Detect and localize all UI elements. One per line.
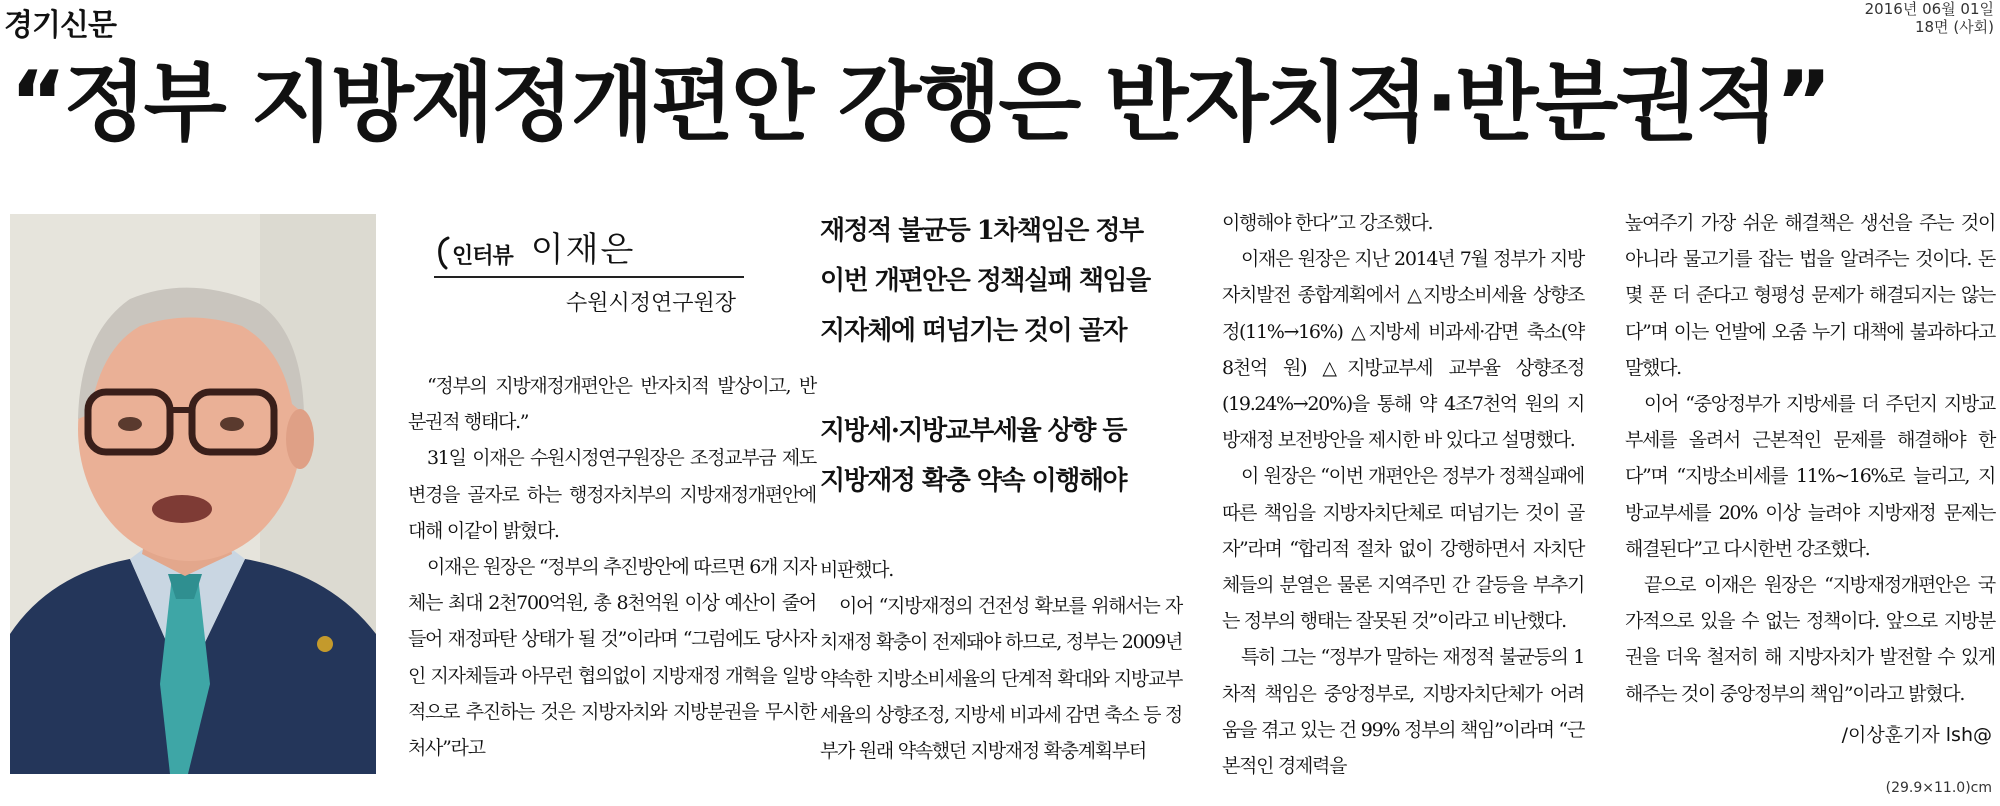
interviewee-photo [10, 214, 376, 774]
article-headline: “정부 지방재정개편안 강행은 반자치적·반분권적” [10, 53, 1830, 153]
newspaper-masthead: 경기신문 [4, 8, 116, 43]
paragraph: 31일 이재은 수원시정연구원장은 조정교부금 제도 변경을 골자로 하는 행정자치부의 지방재정개편안에 대해 이같이 밝혔다. [408, 447, 816, 542]
paragraph: 이어 “지방재정의 건전성 확보를 위해서는 자치재정 확충이 전제돼야 하므로, 정부는 2009년 약속한 지방소비세율의 단계적 확대와 지방교부세율의 상향조정, 지방세 비과세 감면 축소 등 정부가 원래 약속했던 지방재정 확충계획부터 [820, 595, 1182, 763]
article-column-4 [1625, 205, 1995, 712]
article-column-2 [820, 552, 1182, 769]
interview-tag [434, 236, 513, 270]
clipping-size-note: (29.9×11.0)cm [1885, 780, 1992, 796]
article-column-3 [1222, 205, 1584, 784]
article-column-1 [408, 368, 816, 766]
subheading-line: 재정적 불균등 1차책임은 정부 [820, 216, 1143, 246]
microphone-icon [434, 236, 452, 270]
interviewee-role: 수원시정연구원장 [565, 291, 736, 316]
issue-date: 2016년 06월 01일 [1864, 0, 1994, 18]
subheading-line: 지자체에 떠넘기는 것이 골자 [820, 316, 1127, 346]
paragraph: 특히 그는 “정부가 말하는 재정적 불균등의 1차적 책임은 중앙정부로, 지방자치단체가 어려움을 겪고 있는 건 99% 정부의 책임”이라며 “근본적인 경제력을 [1222, 646, 1584, 778]
interview-label-bar [434, 214, 744, 278]
article-subheadings [820, 206, 1192, 506]
paragraph: 높여주기 가장 쉬운 해결책은 생선을 주는 것이 아니라 물고기를 잡는 법을 알려주는 것이다. 돈 몇 푼 더 준다고 형평성 문제가 해결되지는 않는다”며 이는 언발에 오줌 누기 대책에 불과하다고 말했다. [1625, 212, 1995, 379]
paragraph: 이재은 원장은 “정부의 추진방안에 따르면 6개 지자체는 최대 2천700억원, 총 8천억원 이상 예산이 줄어들어 재정파탄 상태가 될 것”이라며 “그럼에도 당사자인 지자체들과 아무런 협의없이 지방재정 개혁을 일방적으로 추진하는 것은 지방자치와 지방분권을 무시한 처사”라고 [408, 556, 816, 760]
paragraph: 끝으로 이재은 원장은 “지방재정개편안은 국가적으로 있을 수 없는 정책이다. 앞으로 지방분권을 더욱 철저히 해 지방자치가 발전할 수 있게 해주는 것이 중앙정부의 책임”이라고 밝혔다. [1625, 574, 1995, 705]
paragraph: “정부의 지방재정개편안은 반자치적 발상이고, 반분권적 행태다.” [408, 375, 816, 434]
paragraph: 비판했다. [820, 559, 893, 581]
interviewee-name: 이재은 [530, 230, 636, 270]
paragraph: 이재은 원장은 지난 2014년 7월 정부가 지방자치발전 종합계획에서 △지방소비세율 상향조정(11%→16%) △지방세 비과세·감면 축소(약 8천억 원) △지방교부세 교부율 상향조정(19.24%→20%)을 통해 약 4조7천억 원의 지방재정 보전방안을 제시한 바 있다고 설명했다. [1222, 248, 1584, 452]
paragraph: 이어 “중앙정부가 지방세를 더 주던지 지방교부세를 올려서 근본적인 문제를 해결해야 한다”며 “지방소비세를 11%~16%로 늘리고, 지방교부세를 20% 이상 늘려야 지방재정 문제는 해결된다”고 다시한번 강조했다. [1625, 393, 1995, 560]
page-section: 18면 (사회) [1914, 18, 1994, 36]
interview-tag-label: 인터뷰 [452, 244, 513, 269]
subheading-line: 지방재정 확충 약속 이행해야 [820, 466, 1127, 496]
subheading-line: 이번 개편안은 정책실패 책임을 [820, 266, 1150, 296]
interview-header [434, 214, 744, 317]
subheading-line: 지방세·지방교부세율 상향 등 [820, 416, 1127, 446]
paragraph: 이행해야 한다”고 강조했다. [1222, 212, 1433, 234]
paragraph: 이 원장은 “이번 개편안은 정부가 정책실패에 따른 책임을 지방자치단체로 떠넘기는 것이 골자”라며 “합리적 절차 없이 강행하면서 자치단체들의 분열은 물론 지역주민 간 갈등을 부추기는 정부의 행태는 잘못된 것”이라고 비난했다. [1222, 465, 1584, 633]
dateline [1865, 0, 1994, 36]
reporter-byline: /이상훈기자 lsh@ [1841, 724, 1992, 746]
